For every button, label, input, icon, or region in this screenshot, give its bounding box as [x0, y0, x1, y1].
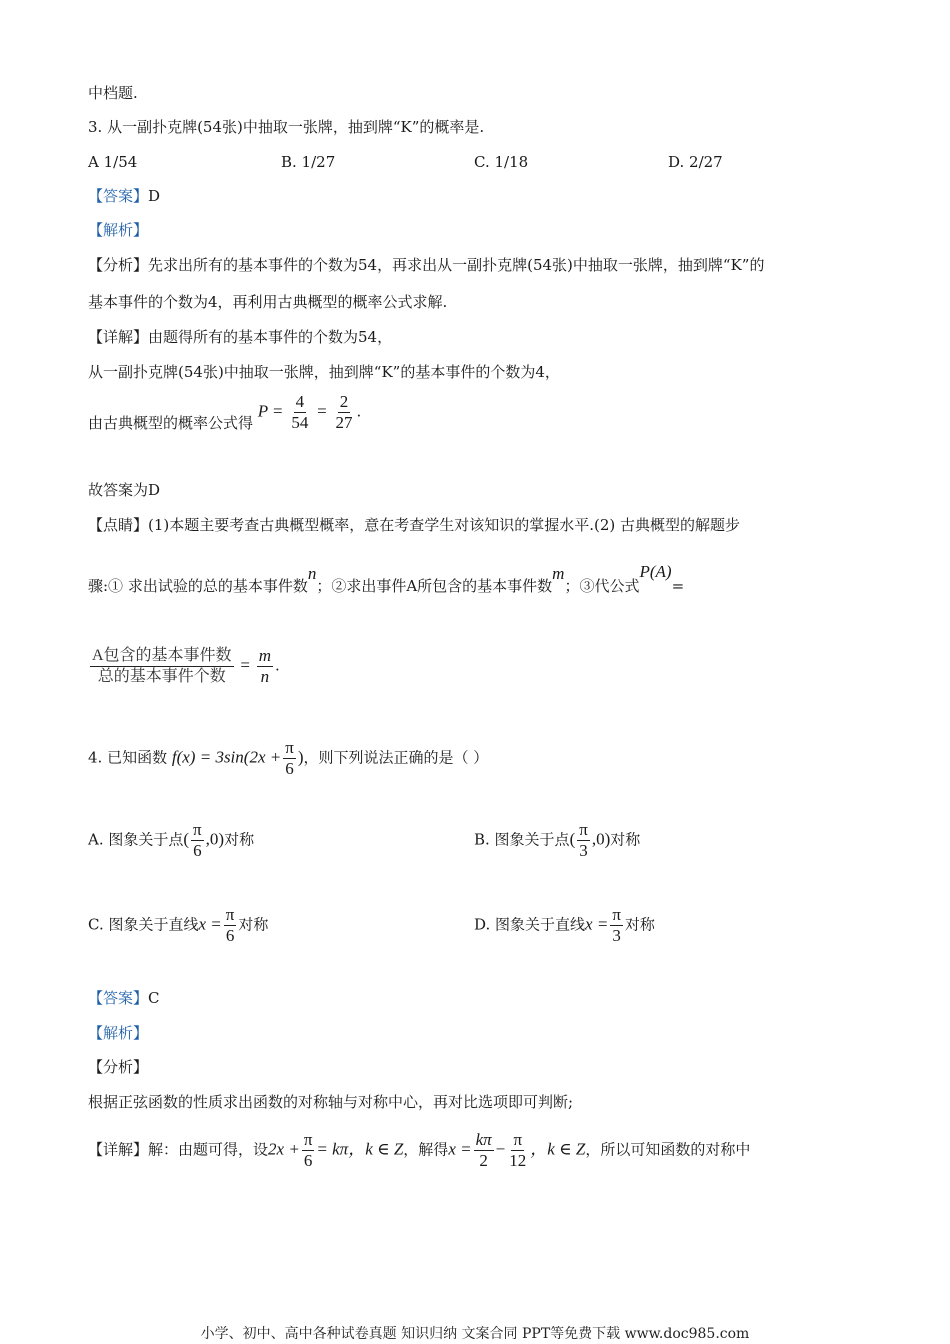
q4-fenxi-text: 根据正弦函数的性质求出函数的对称轴与对称中心，再对比选项即可判断;: [88, 1093, 574, 1111]
fraction-2-27: $\frac{2}{27}$: [335, 392, 353, 432]
dianjing-tag: 【点睛】: [88, 516, 149, 534]
xiangjie-line-1: 【详解】由题得所有的基本事件的个数为54，: [88, 328, 393, 346]
dianjing-formula: $\frac{\text{A包含的基本事件数}}{\text{总的基本事件个数}}$ = $\frac{m}{n}$ .: [92, 646, 280, 686]
q3-option-b: B. 1/27: [281, 153, 336, 171]
q4-option-b: B. 图象关于点( $\frac{\pi}{3}$ ,0)对称: [474, 820, 641, 860]
conclusion: 故答案为D: [88, 481, 161, 499]
answer-tag: 【答案】: [88, 187, 149, 205]
analysis-tag: 【解析】: [88, 221, 149, 239]
page-footer: 小学、初中、高中各种试卷真题 知识归纳 文案合同 PPT等免费下载 www.doc985.com: [200, 1326, 750, 1342]
xiangjie-line-2: 从一副扑克牌(54张)中抽取一张牌，抽到牌“K”的基本事件的个数为4，: [88, 363, 560, 381]
q4-analysis-tag: 【解析】: [88, 1024, 149, 1042]
q4-option-c: C. 图象关于直线x = $\frac{\pi}{6}$ 对称: [88, 905, 269, 945]
probability-formula-line: 由古典概型的概率公式得 P = $\frac{4}{54}$ = $\frac{2}{27}$ .: [88, 392, 362, 432]
question-3: 3. 从一副扑克牌(54张)中抽取一张牌，抽到牌“K”的概率是.: [88, 118, 485, 136]
question-4: 4. 已知函数 f(x) = 3sin(2x + $\frac{\pi}{6}$ )，则下列说法正确的是（ ）: [88, 738, 489, 778]
dianjing-line-2: 骤:① 求出试验的总的基本事件数n；②求出事件A所包含的基本事件数m；③代公式P(A)=: [88, 562, 685, 595]
q4-fenxi-tag: 【分析】: [88, 1058, 149, 1076]
intro-text: 中档题.: [88, 84, 138, 102]
fenxi-line-2: 基本事件的个数为4，再利用古典概型的概率公式求解.: [88, 293, 448, 311]
q3-option-d: D. 2/27: [668, 153, 723, 171]
fenxi-tag: 【分析】: [88, 256, 149, 274]
dianjing-line-1: 【点睛】(1)本题主要考查古典概型概率，意在考查学生对该知识的掌握水平.(2) 古典概型的解题步: [88, 516, 741, 534]
fenxi-line-1: 【分析】先求出所有的基本事件的个数为54，再求出从一副扑克牌(54张)中抽取一张牌，抽到牌“K”的: [88, 256, 765, 274]
fraction-4-54: $\frac{4}{54}$: [291, 392, 309, 432]
q3-option-c: C. 1/18: [474, 153, 529, 171]
q4-option-d: D. 图象关于直线x = $\frac{\pi}{3}$ 对称: [474, 905, 655, 945]
xiangjie-tag: 【详解】: [88, 328, 149, 346]
q4-option-a: A. 图象关于点( $\frac{\pi}{6}$ ,0)对称: [88, 820, 255, 860]
answer-value: D: [148, 187, 161, 205]
q4-xiangjie: 【详解】解：由题可得，设2x + $\frac{\pi}{6}$ = kπ，k ∈ Z，解得x = $\frac{k\pi}{2}$ − $\frac{\pi}{12}$ ，k ∈ Z，所以可知函数的对称中: [88, 1130, 751, 1170]
q3-answer: [88, 186, 160, 206]
q4-answer: 【答案】C: [88, 989, 160, 1007]
q3-option-a: A 1/54: [88, 153, 138, 171]
